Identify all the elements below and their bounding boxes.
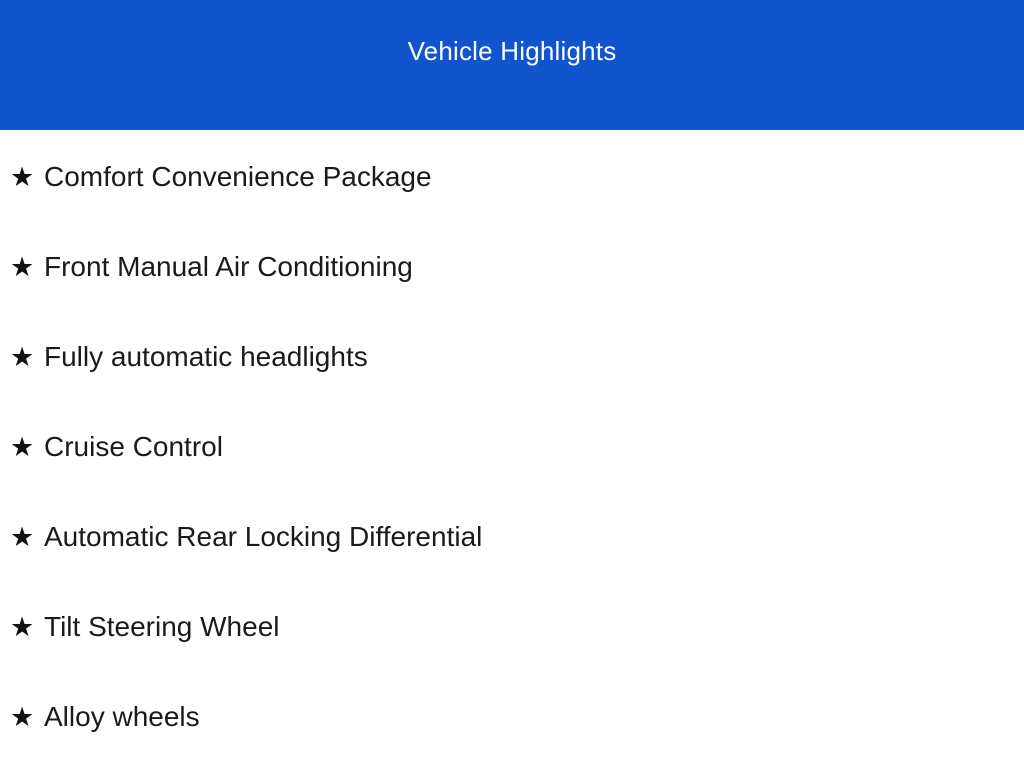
star-icon: ★ (10, 431, 35, 462)
list-item (0, 132, 1024, 222)
list-item (0, 672, 1024, 762)
list-item-label: Automatic Rear Locking Differential (44, 521, 483, 553)
list-item (0, 582, 1024, 672)
list-item-label: Tilt Steering Wheel (44, 611, 280, 643)
star-icon: ★ (10, 521, 35, 552)
list-item-label: Front Manual Air Conditioning (44, 251, 413, 283)
star-icon: ★ (10, 341, 35, 372)
star-icon: ★ (10, 251, 35, 282)
star-icon: ★ (10, 701, 35, 732)
list-item-label: Alloy wheels (44, 701, 200, 733)
list-item-label: Cruise Control (44, 431, 223, 463)
star-icon: ★ (10, 161, 35, 192)
header (0, 0, 1024, 130)
list-item (0, 222, 1024, 312)
list-item (0, 492, 1024, 582)
list-item (0, 402, 1024, 492)
list-item-label: Fully automatic headlights (44, 341, 368, 373)
page-title: Vehicle Highlights (407, 35, 617, 66)
star-icon: ★ (10, 611, 35, 642)
highlights-list (0, 130, 1024, 768)
list-item-label: Comfort Convenience Package (44, 161, 432, 193)
list-item (0, 312, 1024, 402)
